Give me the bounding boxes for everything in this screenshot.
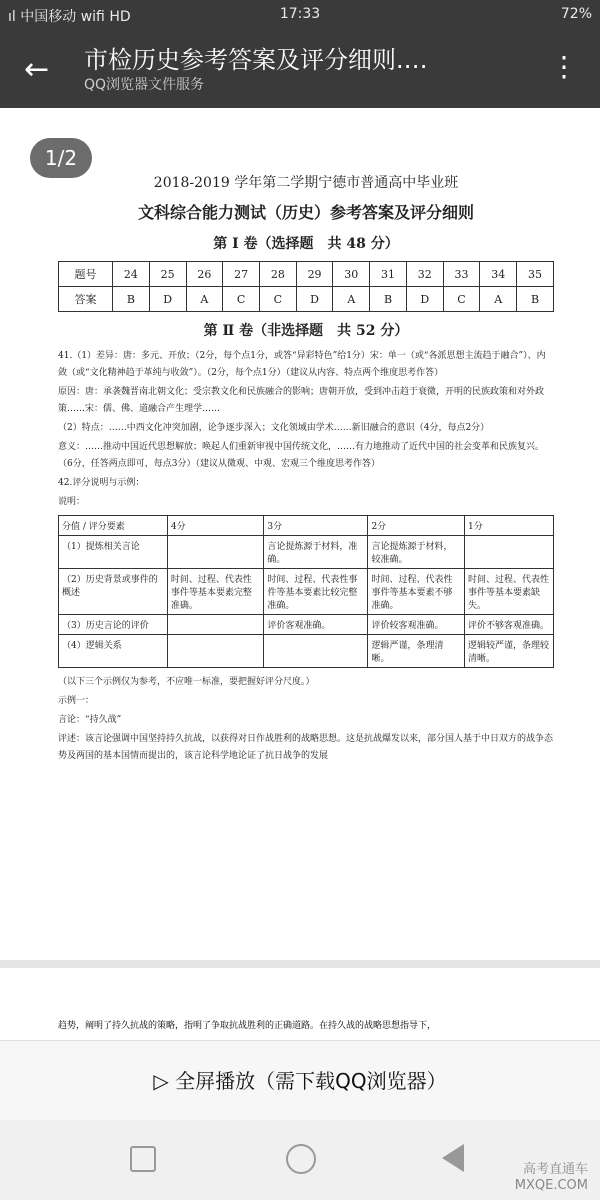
criteria-cell: 评价较客观准确。 [368, 615, 465, 635]
answer-cell: B [113, 287, 150, 312]
page-indicator: 1/2 [30, 138, 92, 178]
document-page-2[interactable] [0, 968, 600, 1040]
criteria-cell: 逻辑较严谨，条理较清晰。 [464, 635, 553, 668]
system-nav-bar [0, 1120, 600, 1200]
criteria-row [59, 536, 554, 569]
criteria-cell [264, 635, 368, 668]
answer-cell: B [517, 287, 554, 312]
criteria-cell [167, 536, 264, 569]
q41-paragraph: 原因：唐：承袭魏晋南北朝文化；受宗教文化和民族融合的影响；唐朝开放，受到冲击趋于衰微，开明的民族政策和对外政策……宋：儒、佛、道融合产生理学…… [58, 387, 545, 414]
battery-level: 72% [560, 6, 592, 22]
criteria-cell: 时间、过程、代表性事件等基本要素不够准确。 [368, 569, 465, 615]
answer-cell: 33 [443, 262, 480, 287]
criteria-row [59, 569, 554, 615]
answer-cell: 35 [517, 262, 554, 287]
example-quote: 言论：“持久战” [58, 715, 122, 725]
document-page[interactable] [0, 108, 600, 960]
answer-cell: 26 [186, 262, 223, 287]
document-subtitle: QQ浏览器文件服务 [84, 77, 205, 93]
page-divider [0, 960, 600, 968]
exam-subheading: 文科综合能力测试（历史）参考答案及评分细则 [137, 203, 474, 222]
wifi-icon: wifi [80, 9, 105, 25]
criteria-header-cell: 4分 [167, 516, 264, 536]
answer-cell: 31 [370, 262, 407, 287]
criteria-cell: （2）历史背景或事件的概述 [59, 569, 168, 615]
example-comment: 评述：该言论强调中国坚持持久抗战，以获得对日作战胜利的战略思想。这是抗战爆发以来，部分国人基于中日双方的战争态势及两国的基本国情而提出的，该言论科学地论证了抗日战争的发展 [58, 734, 554, 761]
criteria-header-cell: 2分 [368, 516, 465, 536]
carrier-label: 中国移动 [20, 9, 77, 25]
hd-badge: HD [109, 9, 131, 25]
answer-cell: D [149, 287, 186, 312]
fullscreen-play-button[interactable]: ▷ 全屏播放（需下载QQ浏览器） [0, 1040, 600, 1121]
criteria-cell: （3）历史言论的评价 [59, 615, 168, 635]
watermark-line: 高考直通车 [522, 1162, 588, 1177]
answer-cell: 24 [113, 262, 150, 287]
answer-row-key [59, 287, 554, 312]
q41-paragraph: （2）特点：……中西文化冲突加剧，论争逐步深入；文化领域由学术……新旧融合的意识（4分，每点2分） [58, 423, 490, 433]
criteria-header-cell: 1分 [464, 516, 553, 536]
answer-row-question [59, 262, 554, 287]
criteria-cell: 评价客观准确。 [264, 615, 368, 635]
page2-text: 趋势，阐明了持久抗战的策略，指明了争取抗战胜利的正确道路。在持久战的战略思想指导下， [58, 1021, 437, 1031]
criteria-cell: 时间、过程、代表性事件等基本要素比较完整准确。 [264, 569, 368, 615]
answer-cell: 25 [149, 262, 186, 287]
section-one-heading: 第 Ⅰ 卷（选择题 共 48 分） [213, 236, 399, 252]
answer-cell: 题号 [59, 262, 113, 287]
criteria-note: （以下三个示例仅为参考，不应唯一标准，要把握好评分尺度。） [58, 677, 315, 687]
q42-subtitle: 说明： [58, 497, 86, 507]
criteria-cell [167, 635, 264, 668]
answer-cell: 32 [406, 262, 443, 287]
criteria-table [58, 515, 554, 668]
criteria-header-cell: 分值 / 评分要素 [59, 516, 168, 536]
answer-cell: A [186, 287, 223, 312]
answer-cell: 29 [296, 262, 333, 287]
answer-cell: A [480, 287, 517, 312]
answer-cell: 30 [333, 262, 370, 287]
criteria-row [59, 615, 554, 635]
criteria-cell: 时间、过程、代表性事件等基本要素完整准确。 [167, 569, 264, 615]
home-icon[interactable] [286, 1144, 316, 1174]
answer-cell: C [223, 287, 260, 312]
criteria-cell: 言论提炼源于材料，准确。 [264, 536, 368, 569]
document-title: 市检历史参考答案及评分细则.… [84, 46, 428, 74]
answer-cell: 27 [223, 262, 260, 287]
answer-cell: B [370, 287, 407, 312]
answer-cell: 答案 [59, 287, 113, 312]
answer-cell: A [333, 287, 370, 312]
site-watermark [515, 1162, 588, 1194]
answer-cell: D [296, 287, 333, 312]
back-triangle-icon[interactable] [442, 1144, 464, 1172]
watermark-line: MXQE.COM [514, 1178, 588, 1193]
answer-cell: C [259, 287, 296, 312]
answer-cell: 34 [480, 262, 517, 287]
exam-heading: 2018-2019 学年第二学期宁德市普通高中毕业班 [153, 175, 459, 191]
answer-cell: 28 [259, 262, 296, 287]
answer-cell: C [443, 287, 480, 312]
criteria-cell [464, 536, 553, 569]
answer-table [58, 261, 554, 312]
criteria-cell: 言论提炼源于材料，较准确。 [368, 536, 465, 569]
q41-paragraph: 41.（1）差异：唐：多元、开放；（2分，每个点1分，或答“异彩特色”给1分）宋：单一（或“各派思想主流趋于融合”）、内敛（或“文化精神趋于革纯与收敛”）。（2分，每个点1分）（建议从内容、特点两个维度思考作答） [58, 351, 546, 378]
criteria-cell: 时间、过程、代表性事件等基本要素缺失。 [464, 569, 553, 615]
criteria-cell: 逻辑严谨，条理清晰。 [368, 635, 465, 668]
recent-apps-icon[interactable] [130, 1146, 156, 1172]
criteria-row [59, 635, 554, 668]
section-two-heading: 第 Ⅱ 卷（非选择题 共 52 分） [203, 323, 409, 339]
criteria-cell: 评价不够客观准确。 [464, 615, 553, 635]
status-bar [0, 0, 600, 30]
criteria-cell: （1）提炼相关言论 [59, 536, 168, 569]
example-label: 示例一： [58, 696, 95, 706]
app-header [0, 30, 600, 108]
criteria-header-row [59, 516, 554, 536]
more-options-icon[interactable]: ⋮ [550, 50, 578, 83]
back-arrow-icon[interactable]: ← [24, 52, 50, 87]
document-content [58, 172, 554, 767]
answer-cell: D [406, 287, 443, 312]
criteria-cell: （4）逻辑关系 [59, 635, 168, 668]
status-time: 17:33 [279, 6, 321, 22]
q41-paragraph: 意义：……推动中国近代思想解放；唤起人们重新审视中国传统文化，……有力地推动了近代中国的社会变革和民族复兴。（6分，任答两点即可，每点3分）（建议从微观、中观、宏观三个维度思考作答） [58, 442, 545, 469]
criteria-cell [167, 615, 264, 635]
signal-icon: ıl [8, 9, 16, 25]
criteria-header-cell: 3分 [264, 516, 368, 536]
q42-title: 42.评分说明与示例： [58, 478, 145, 488]
